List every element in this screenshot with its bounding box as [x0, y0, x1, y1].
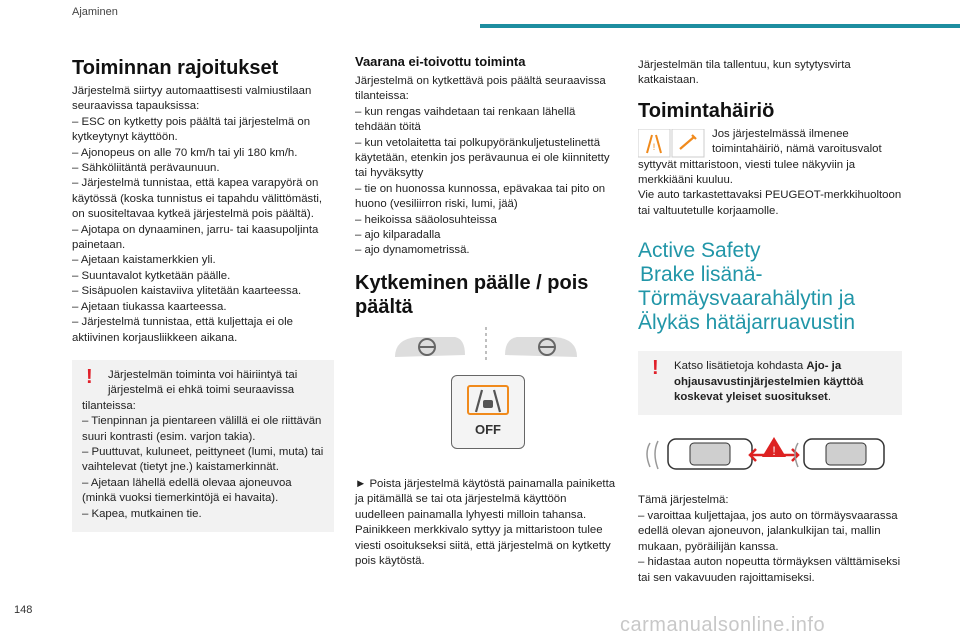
warning-exclamation-icon: !: [86, 365, 93, 388]
column-3: [638, 58, 902, 586]
subtitle-unwanted-operation: Vaarana ei-toivottu toiminta: [355, 54, 526, 69]
header-accent-bar: [480, 24, 960, 28]
deactivate-instruction: ► Poista järjestelmä käytöstä painamalla painiketta ja pitämällä se tai ota järjestelmä käyttöön uudelleen painamalla lyhyesti milloin tahansa.: [355, 477, 616, 521]
list-item: – Kapea, mutkainen tie.: [82, 507, 202, 520]
list-item: – Ajonopeus on alle 70 km/h tai yli 180 km/h.: [72, 146, 298, 159]
list-item: – Järjestelmä tunnistaa, että kuljettaja ei ole aktiivinen korjausliikkeen aikana.: [72, 316, 293, 344]
running-header: Ajaminen: [72, 6, 118, 18]
warning-box: [72, 360, 334, 532]
system-intro: Tämä järjestelmä:: [638, 494, 729, 507]
malfunction-block: [638, 127, 902, 219]
indicator-text: Painikkeen merkkivalo syttyy ja mittaristoon tulee viesti osoitukseksi siitä, että järjestelmä on kytketty pois käytöstä.: [355, 524, 611, 567]
list-item: – Suuntavalot kytketään päälle.: [72, 269, 231, 282]
steering-wheel-icon-right: [505, 337, 577, 357]
malfunction-text: syttyvät mittaristoon, viesti tulee näkyviin ja merkkiääni kuuluu.: [638, 158, 856, 187]
list-item: – Ajotapa on dynaaminen, jarru- tai kaasupoljinta painetaan.: [72, 223, 319, 252]
list-item: – ESC on kytketty pois päältä tai järjestelmä on kytkeytynyt käyttöön.: [72, 115, 311, 144]
list-item: – varoittaa kuljettajaa, jos auto on törmäysvaarassa edellä olevan ajoneuvon, jalankulkijan tai, mallin mukaan, pyöräilijän kanssa.: [638, 509, 898, 553]
state-saved-text: Järjestelmän tila tallentuu, kun sytytysvirta katkaistaan.: [638, 59, 851, 87]
section-title-malfunction: Toimintahäiriö: [638, 99, 775, 122]
list-item: – Ajetaan tiukassa kaarteessa.: [72, 300, 227, 313]
lane-keep-off-icon: [464, 384, 512, 418]
steering-wheel-figure: [355, 325, 617, 365]
limitations-list: [72, 115, 334, 346]
list-item: – Sähköliitäntä perävaunuun.: [72, 162, 220, 175]
warning-exclamation-icon: !: [652, 357, 659, 380]
malfunction-lead: Jos järjestelmässä ilmenee toimintahäiriö, nämä varoitusvalot: [712, 127, 882, 156]
svg-text:!: !: [652, 141, 656, 152]
section-title-active-safety-brake: [638, 239, 902, 335]
heading-line: Active Safety: [638, 239, 761, 263]
list-item: – Tienpinnan ja pientareen välillä ei ole riittävän suuri kontrasti (esim. varjon takia).: [82, 415, 322, 443]
list-item: – ajo kilparadalla: [355, 229, 441, 242]
warning-text: tilanteissa:: [82, 399, 136, 412]
heading-line: Älykäs hätäjarruavustin: [638, 311, 856, 335]
watermark-text: carmanualsonline.info: [620, 614, 826, 636]
limitations-intro: Järjestelmä siirtyy automaattisesti valmiustilaan seuraavissa tapauksissa:: [72, 85, 312, 113]
list-item: – Ajetaan lähellä edellä olevaa ajoneuvoa (minkä vuoksi tiemerkintöjä ei havaita).: [82, 476, 292, 505]
list-item: – ajo dynamometrissä.: [355, 244, 470, 257]
off-label: OFF: [475, 421, 501, 437]
svg-text:!: !: [772, 444, 776, 459]
list-item: – Järjestelmä tunnistaa, että kapea varapyörä on käytössä (koska tunnistus ei tapahdu välittömästi, on suositeltavaa kytkeä järjestelmä pois päältä).: [72, 177, 323, 221]
malfunction-action: Vie auto tarkastettavaksi PEUGEOT-merkkihuoltoon tai valtuutetulle korjaamolle.: [638, 189, 902, 217]
lane-keep-button[interactable]: [451, 375, 525, 449]
steering-wheel-icon-left: [395, 337, 465, 357]
list-item: – Puuttuvat, kuluneet, peittyneet (lumi, muta) tai vaihtelevat (tietyt jne.) kaistamerkinnät.: [82, 445, 324, 474]
note-lead: Katso lisätietoja kohdasta: [674, 360, 807, 373]
note-text: [648, 359, 892, 405]
list-item: – Ajetaan kaistamerkkien yli.: [72, 254, 216, 267]
note-box: [638, 351, 902, 415]
warning-lamps-icon: [638, 129, 706, 159]
note-end: .: [827, 391, 832, 404]
section-title-limitations: Toiminnan rajoitukset: [72, 57, 279, 79]
note-link-title: Ajo- ja ohjausavustinjärjestelmien käyttöä koskevat yleiset suositukset: [674, 360, 864, 404]
warning-lead: Järjestelmän toiminta voi häiriintyä tai järjestelmä ei ehkä toimi seuraavissa: [108, 368, 298, 397]
list-item: – hidastaa auton nopeutta törmäyksen välttämiseksi tai sen vakavuuden rajoittamiseksi.: [638, 556, 901, 584]
heading-line: Brake lisänä-: [640, 263, 763, 287]
section-title-on-off: Kytkeminen päälle / pois päältä: [355, 271, 589, 318]
car-collision-icon: [638, 429, 900, 479]
list-item: – Sisäpuolen kaistaviiva ylitetään kaarteessa.: [72, 285, 302, 298]
list-item: – kun rengas vaihdetaan tai renkaan lähellä tehdään töitä: [355, 105, 576, 134]
column-1: [72, 54, 334, 532]
heading-line: Törmäysvaarahälytin ja: [638, 287, 856, 311]
list-item: – heikoissa sääolosuhteissa: [355, 213, 497, 226]
list-item: – kun vetolaitetta tai polkupyöränkuljetustelinettä käytetään, etenkin jos perävaunua ei ole kiinnitetty tai hyväksytty: [355, 136, 610, 180]
unwanted-intro: Järjestelmä on kytkettävä pois päältä seuraavissa tilanteissa:: [355, 75, 606, 103]
column-2: [355, 54, 617, 569]
page-number: 148: [14, 604, 33, 616]
list-item: – tie on huonossa kunnossa, epävakaa tai pito on huono (vesiliirron riski, lumi, jää): [355, 182, 606, 211]
